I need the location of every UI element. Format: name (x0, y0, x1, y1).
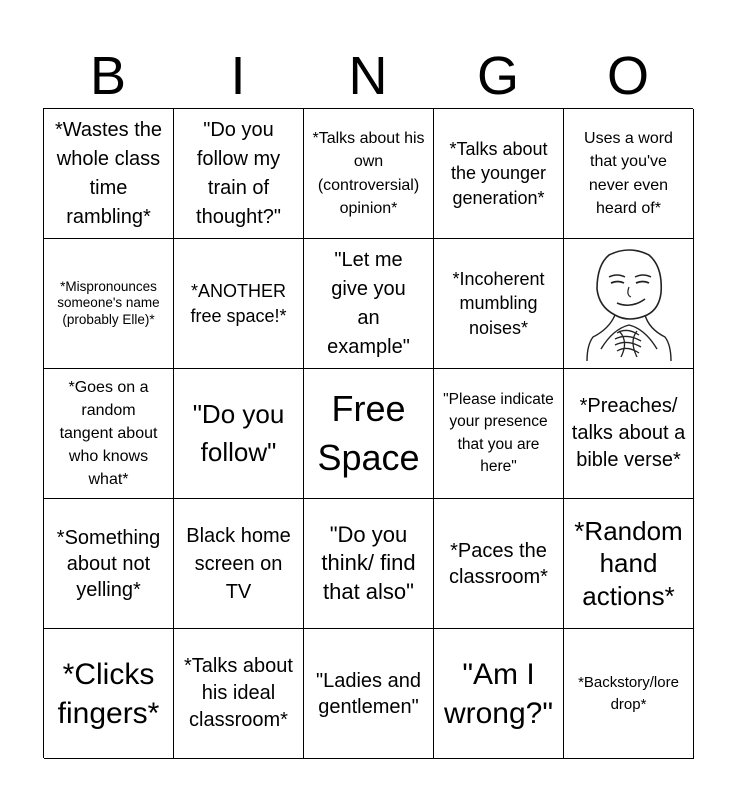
cell-text: *Paces the classroom* (449, 539, 548, 588)
bingo-cell[interactable] (304, 239, 434, 369)
cell-text: "Let me give you an example" (327, 248, 410, 358)
bingo-cell[interactable] (174, 239, 304, 369)
cell-text: *Talks about the younger generation* (449, 139, 548, 208)
header-letter-o: O (606, 46, 649, 106)
cell-text: *Clicks fingers* (57, 657, 160, 730)
cell-text: "Do you think/ find that also" (321, 521, 416, 604)
header-letter-i: I (230, 46, 246, 106)
header-letter-b: B (89, 46, 127, 106)
cell-text: "Am I wrong?" (443, 657, 554, 730)
bingo-grid (43, 108, 693, 758)
bingo-cell[interactable] (44, 499, 174, 629)
bingo-cell[interactable] (304, 629, 434, 759)
cell-text: *Talks about his ideal classroom* (184, 655, 293, 731)
bingo-cell[interactable] (434, 629, 564, 759)
cell-text: *Goes on a random tangent about who knows what* (59, 378, 158, 489)
cell-text: *Random hand actions* (574, 515, 683, 611)
bingo-cell[interactable] (564, 369, 694, 499)
bingo-cell[interactable] (564, 499, 694, 629)
bingo-cell[interactable] (44, 239, 174, 369)
header-letter-g: G (476, 46, 519, 106)
bingo-cell[interactable] (564, 109, 694, 239)
header-letter-n: N (348, 46, 388, 106)
bingo-cell[interactable] (304, 369, 434, 499)
cell-text: *Incoherent mumbling noises* (452, 269, 545, 338)
bingo-header (43, 44, 693, 108)
bingo-cell[interactable] (434, 499, 564, 629)
bingo-cell[interactable] (174, 499, 304, 629)
bingo-cell[interactable] (434, 239, 564, 369)
cell-text: Uses a word that you've never even heard of* (584, 130, 673, 217)
cell-text: "Please indicate your presence that you are here" (443, 390, 554, 475)
cell-text: *ANOTHER free space!* (190, 281, 287, 326)
bingo-cell[interactable] (174, 109, 304, 239)
cell-text: *Talks about his own (controversial) opinion* (312, 130, 425, 217)
bingo-cell[interactable] (44, 369, 174, 499)
cell-text: *Mispronounces someone's name (probably Elle)* (57, 279, 160, 327)
bingo-cell[interactable] (564, 239, 694, 369)
cell-text: "Do you follow my train of thought?" (196, 118, 281, 228)
cell-text: *Preaches/ talks about a bible verse* (571, 395, 686, 471)
bingo-cell[interactable] (174, 369, 304, 499)
cell-text: *Wastes the whole class time rambling* (54, 118, 163, 228)
cell-text: "Do you follow" (192, 398, 285, 467)
cell-text: Black home screen on TV (186, 524, 291, 603)
smug-face-meme-icon (579, 245, 679, 363)
cell-text: *Backstory/lore drop* (578, 673, 679, 713)
free-space-text: Free Space (317, 387, 420, 478)
bingo-cell[interactable] (174, 629, 304, 759)
cell-text: "Ladies and gentlemen" (316, 669, 421, 718)
bingo-cell[interactable] (44, 629, 174, 759)
bingo-cell[interactable] (304, 109, 434, 239)
bingo-cell[interactable] (434, 369, 564, 499)
bingo-cell[interactable] (304, 499, 434, 629)
cell-text: *Something about not yelling* (56, 526, 161, 601)
bingo-cell[interactable] (44, 109, 174, 239)
bingo-cell[interactable] (564, 629, 694, 759)
bingo-cell[interactable] (434, 109, 564, 239)
